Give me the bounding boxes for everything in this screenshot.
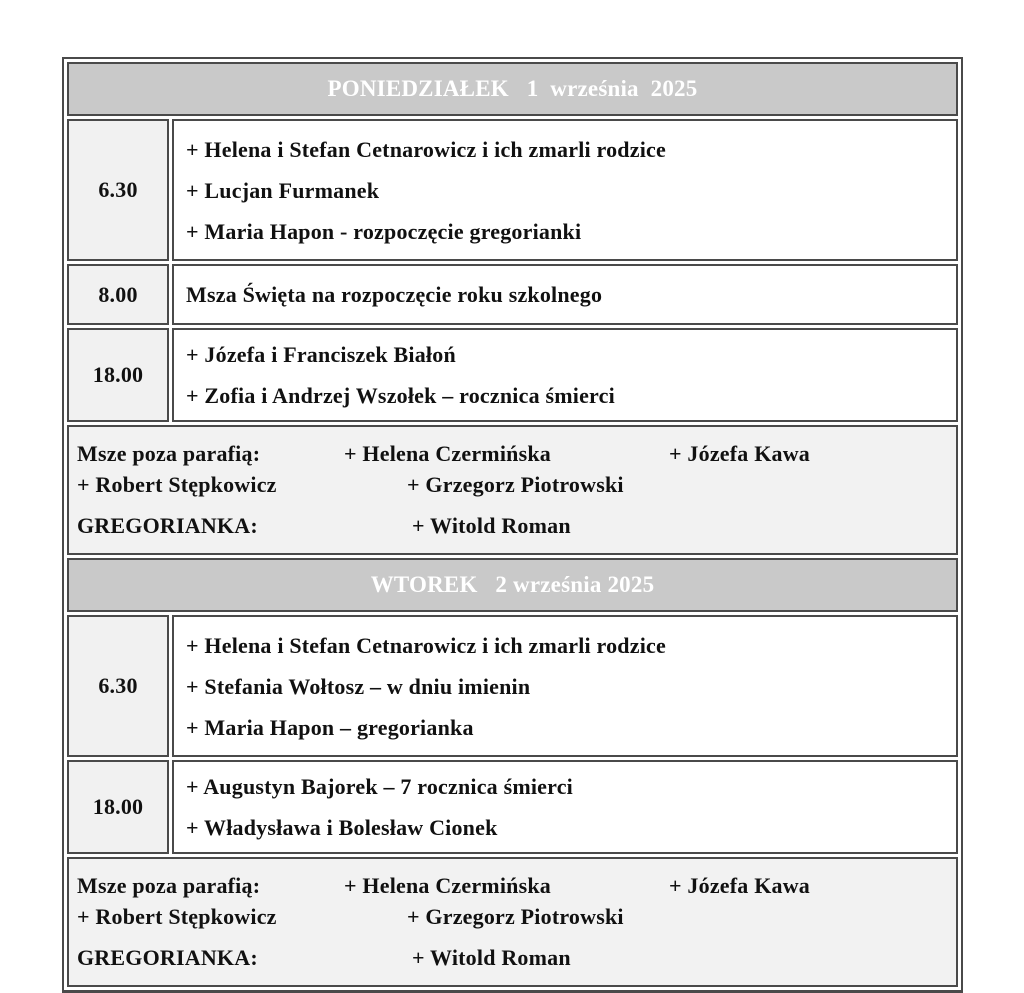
intention: + Zofia i Andrzej Wszołek – rocznica śmierci	[186, 383, 615, 408]
footer-line	[77, 438, 950, 469]
intention: + Lucjan Furmanek	[186, 177, 380, 203]
day-footer-row-tuesday	[67, 857, 958, 987]
mass-time: 18.00	[67, 328, 169, 422]
day-header-row-monday	[67, 62, 958, 116]
footer-label: GREGORIANKA:	[77, 512, 258, 538]
intention: + Helena i Stefan Cetnarowicz i ich zmarli rodzice	[186, 136, 666, 162]
day-header-monday: PONIEDZIAŁEK 1 września 2025	[67, 62, 958, 116]
mass-row	[67, 328, 958, 422]
mass-row	[67, 264, 958, 325]
footer-line	[77, 942, 950, 973]
footer-label: GREGORIANKA:	[77, 944, 258, 970]
footer-name: + Józefa Kawa	[669, 440, 810, 466]
intention: Msza Święta na rozpoczęcie roku szkolnego	[186, 282, 603, 307]
mass-intentions	[172, 760, 958, 854]
footer-name: + Józefa Kawa	[669, 872, 810, 898]
mass-time: 6.30	[67, 615, 169, 757]
footer-name: + Helena Czermińska	[344, 440, 551, 466]
mass-intentions	[172, 328, 958, 422]
footer-name: + Witold Roman	[412, 512, 571, 538]
mass-schedule-table	[62, 57, 963, 993]
footer-name: + Grzegorz Piotrowski	[407, 471, 624, 497]
intention: + Augustyn Bajorek – 7 rocznica śmierci	[186, 774, 573, 799]
mass-schedule-sheet	[62, 57, 963, 993]
intention: + Stefania Wołtosz – w dniu imienin	[186, 673, 531, 699]
intention: + Józefa i Franciszek Białoń	[186, 342, 456, 367]
mass-time: 18.00	[67, 760, 169, 854]
footer-name: + Witold Roman	[412, 944, 571, 970]
mass-intentions	[172, 119, 958, 261]
day-footer-monday	[67, 425, 958, 555]
mass-row	[67, 615, 958, 757]
mass-time: 6.30	[67, 119, 169, 261]
footer-line	[77, 510, 950, 541]
day-footer-row-monday	[67, 425, 958, 555]
footer-line	[77, 901, 950, 932]
footer-name: + Robert Stępkowicz	[77, 903, 277, 929]
mass-intentions	[172, 615, 958, 757]
intention: + Władysława i Bolesław Cionek	[186, 815, 498, 840]
mass-time: 8.00	[67, 264, 169, 325]
day-header-row-tuesday	[67, 558, 958, 612]
mass-row	[67, 119, 958, 261]
mass-intentions	[172, 264, 958, 325]
footer-label: Msze poza parafią:	[77, 872, 261, 898]
day-header-tuesday: WTOREK 2 września 2025	[67, 558, 958, 612]
footer-name: + Helena Czermińska	[344, 872, 551, 898]
footer-line	[77, 870, 950, 901]
footer-label: Msze poza parafią:	[77, 440, 261, 466]
intention: + Maria Hapon - rozpoczęcie gregorianki	[186, 218, 582, 244]
mass-row	[67, 760, 958, 854]
footer-line	[77, 469, 950, 500]
footer-name: + Robert Stępkowicz	[77, 471, 277, 497]
footer-name: + Grzegorz Piotrowski	[407, 903, 624, 929]
day-footer-tuesday	[67, 857, 958, 987]
intention: + Maria Hapon – gregorianka	[186, 714, 474, 740]
intention: + Helena i Stefan Cetnarowicz i ich zmarli rodzice	[186, 632, 666, 658]
